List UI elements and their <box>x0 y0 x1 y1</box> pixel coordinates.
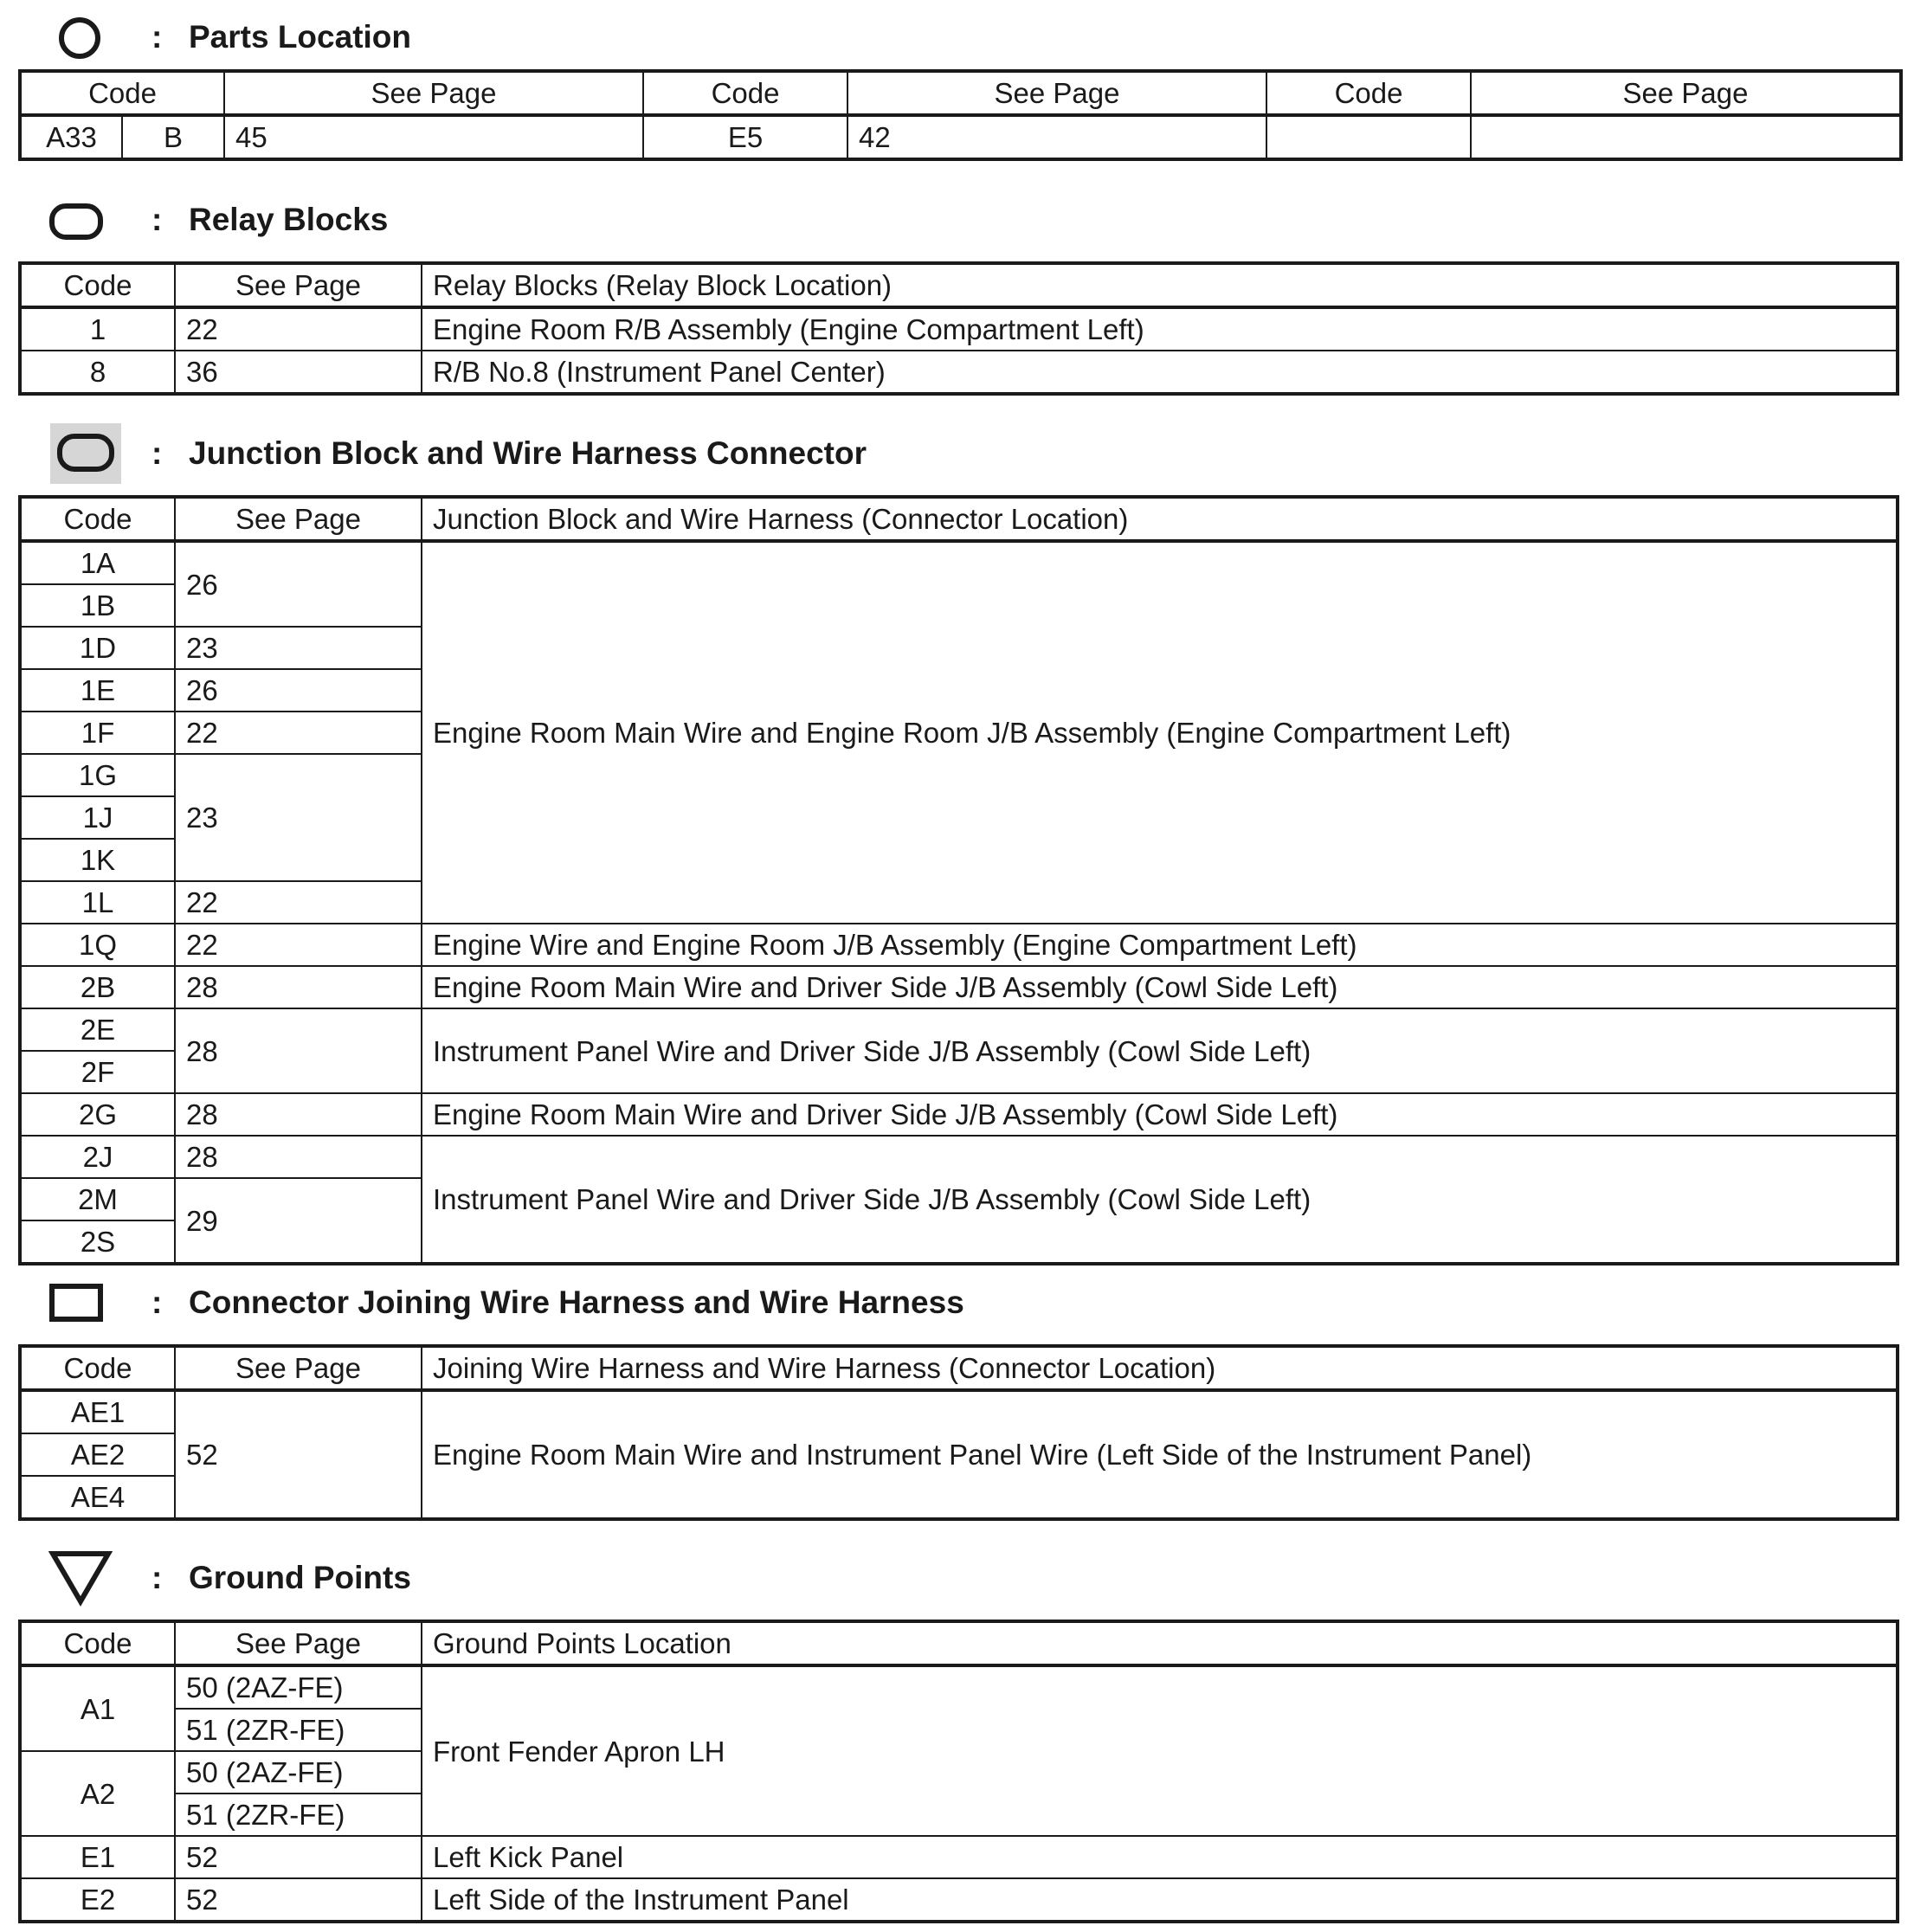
table-row <box>20 351 1898 394</box>
page-cell: 51 (2ZR-FE) <box>175 1709 422 1751</box>
code-cell: A33 <box>20 115 122 159</box>
location-cell: Left Kick Panel <box>422 1836 1898 1878</box>
page-cell: 22 <box>175 712 422 754</box>
header-cell: Junction Block and Wire Harness (Connector Location) <box>422 497 1898 541</box>
header-cell: See Page <box>175 1346 422 1390</box>
page-cell: 28 <box>175 1093 422 1136</box>
location-cell: Instrument Panel Wire and Driver Side J/B Assembly (Cowl Side Left) <box>422 1008 1898 1093</box>
code-cell: 2J <box>20 1136 175 1178</box>
table-header-row <box>20 263 1898 307</box>
code-cell: 1F <box>20 712 175 754</box>
header-cell: See Page <box>224 71 643 115</box>
table-row <box>20 924 1898 966</box>
header-cell: Relay Blocks (Relay Block Location) <box>422 263 1898 307</box>
table-row <box>20 1665 1898 1709</box>
page-cell: 45 <box>224 115 643 159</box>
page-cell: 36 <box>175 351 422 394</box>
table-row <box>20 1390 1898 1433</box>
header-cell: Code <box>20 71 224 115</box>
sub-code-cell: B <box>122 115 224 159</box>
header-cell: Code <box>20 263 175 307</box>
header-cell: Code <box>20 497 175 541</box>
location-cell: Engine Room Main Wire and Driver Side J/B Assembly (Cowl Side Left) <box>422 1093 1898 1136</box>
code-cell: A1 <box>20 1665 175 1751</box>
heading-colon: : <box>151 1285 163 1320</box>
code-cell: 1D <box>20 627 175 669</box>
location-cell: Engine Room Main Wire and Engine Room J/B Assembly (Engine Compartment Left) <box>422 541 1898 924</box>
code-cell: E1 <box>20 1836 175 1878</box>
page-cell: 51 (2ZR-FE) <box>175 1794 422 1836</box>
page-cell: 23 <box>175 754 422 881</box>
code-cell: E5 <box>643 115 847 159</box>
heading-colon: : <box>151 1560 163 1595</box>
heading-colon: : <box>151 19 163 55</box>
location-cell: Engine Room R/B Assembly (Engine Compartment Left) <box>422 307 1898 351</box>
table-header-row <box>20 1346 1898 1390</box>
code-cell: E2 <box>20 1878 175 1922</box>
relay-blocks-table <box>18 261 1899 396</box>
page-cell: 42 <box>847 115 1266 159</box>
code-cell: 1Q <box>20 924 175 966</box>
page-cell: 28 <box>175 1008 422 1093</box>
parts-location-heading <box>0 7 1914 68</box>
ground-triangle-icon <box>48 1549 113 1607</box>
header-cell: See Page <box>1471 71 1901 115</box>
code-cell: AE1 <box>20 1390 175 1433</box>
code-cell: 2M <box>20 1178 175 1220</box>
table-row <box>20 1008 1898 1051</box>
junction-block-table <box>18 495 1899 1265</box>
code-cell: 1E <box>20 669 175 712</box>
page-cell: 26 <box>175 541 422 627</box>
page-cell: 29 <box>175 1178 422 1264</box>
section-title: Relay Blocks <box>189 202 389 237</box>
code-cell: 2S <box>20 1220 175 1264</box>
code-cell: 2G <box>20 1093 175 1136</box>
location-cell: Engine Wire and Engine Room J/B Assembly (Engine Compartment Left) <box>422 924 1898 966</box>
code-cell: AE4 <box>20 1476 175 1519</box>
code-cell: 1G <box>20 754 175 796</box>
section-title: Parts Location <box>189 19 411 55</box>
table-header-row <box>20 71 1901 115</box>
table-row <box>20 966 1898 1008</box>
page-cell: 50 (2AZ-FE) <box>175 1665 422 1709</box>
table-row <box>20 1836 1898 1878</box>
rounded-rectangle-icon <box>48 203 104 241</box>
code-cell <box>1266 115 1471 159</box>
page-cell: 22 <box>175 307 422 351</box>
page-cell: 22 <box>175 924 422 966</box>
header-cell: See Page <box>175 497 422 541</box>
ground-points-table <box>18 1620 1899 1923</box>
page-cell: 52 <box>175 1878 422 1922</box>
code-cell: 8 <box>20 351 175 394</box>
header-cell: See Page <box>175 1621 422 1665</box>
page-cell: 23 <box>175 627 422 669</box>
location-cell: Instrument Panel Wire and Driver Side J/B Assembly (Cowl Side Left) <box>422 1136 1898 1264</box>
header-cell: Code <box>20 1346 175 1390</box>
page-cell: 28 <box>175 1136 422 1178</box>
location-cell: Front Fender Apron LH <box>422 1665 1898 1836</box>
connector-joining-table <box>18 1344 1899 1521</box>
page-cell: 28 <box>175 966 422 1008</box>
section-title: Connector Joining Wire Harness and Wire Harness <box>189 1285 964 1320</box>
header-cell: See Page <box>175 263 422 307</box>
ground-points-heading <box>0 1548 1914 1608</box>
code-cell: 1B <box>20 584 175 627</box>
code-cell: 2B <box>20 966 175 1008</box>
page-cell: 52 <box>175 1390 422 1519</box>
circle-icon <box>57 16 102 61</box>
shaded-rounded-rectangle-icon <box>50 423 121 484</box>
code-cell: 1J <box>20 796 175 839</box>
code-cell: A2 <box>20 1751 175 1836</box>
location-cell: Engine Room Main Wire and Instrument Panel Wire (Left Side of the Instrument Panel) <box>422 1390 1898 1519</box>
table-row <box>20 115 1901 159</box>
table-row <box>20 307 1898 351</box>
location-cell: R/B No.8 (Instrument Panel Center) <box>422 351 1898 394</box>
table-row <box>20 1878 1898 1922</box>
header-cell: Code <box>20 1621 175 1665</box>
code-cell: 1 <box>20 307 175 351</box>
page-cell <box>1471 115 1901 159</box>
heading-colon: : <box>151 435 163 471</box>
rectangle-icon <box>48 1283 104 1323</box>
header-cell: Code <box>1266 71 1471 115</box>
junction-block-heading <box>0 423 1914 484</box>
table-header-row <box>20 497 1898 541</box>
header-cell: Code <box>643 71 847 115</box>
location-cell: Engine Room Main Wire and Driver Side J/B Assembly (Cowl Side Left) <box>422 966 1898 1008</box>
section-title: Junction Block and Wire Harness Connector <box>189 435 867 471</box>
code-cell: AE2 <box>20 1433 175 1476</box>
header-cell: See Page <box>847 71 1266 115</box>
code-cell: 1L <box>20 881 175 924</box>
code-cell: 1A <box>20 541 175 584</box>
location-cell: Left Side of the Instrument Panel <box>422 1878 1898 1922</box>
table-row <box>20 541 1898 584</box>
connector-joining-heading <box>0 1272 1914 1333</box>
table-row <box>20 1093 1898 1136</box>
code-cell: 1K <box>20 839 175 881</box>
section-title: Ground Points <box>189 1560 411 1595</box>
parts-location-table <box>18 69 1903 161</box>
table-header-row <box>20 1621 1898 1665</box>
page-cell: 22 <box>175 881 422 924</box>
header-cell: Ground Points Location <box>422 1621 1898 1665</box>
relay-blocks-heading <box>0 190 1914 250</box>
page-cell: 26 <box>175 669 422 712</box>
header-cell: Joining Wire Harness and Wire Harness (Connector Location) <box>422 1346 1898 1390</box>
page-cell: 52 <box>175 1836 422 1878</box>
heading-colon: : <box>151 202 163 237</box>
page-cell: 50 (2AZ-FE) <box>175 1751 422 1794</box>
table-row <box>20 1136 1898 1178</box>
code-cell: 2F <box>20 1051 175 1093</box>
code-cell: 2E <box>20 1008 175 1051</box>
